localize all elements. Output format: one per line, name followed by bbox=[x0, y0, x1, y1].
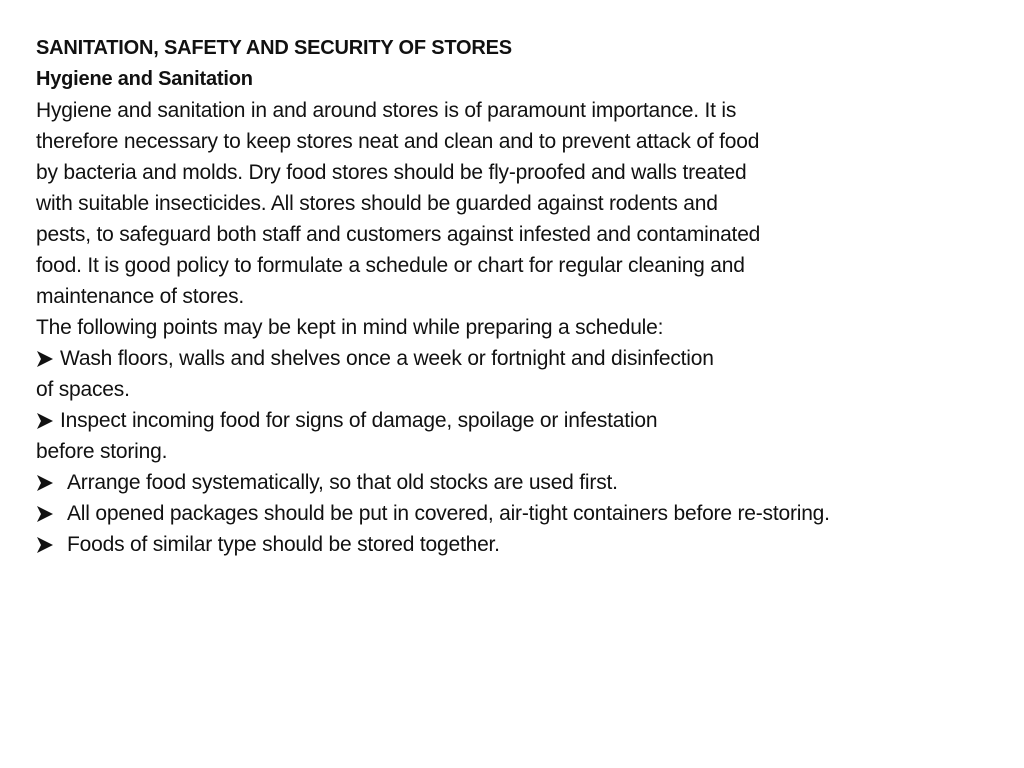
list-item bbox=[36, 498, 1016, 529]
paragraph-line: with suitable insecticides. All stores should be guarded against rodents and bbox=[36, 192, 718, 215]
paragraph-line: by bacteria and molds. Dry food stores should be fly-proofed and walls treated bbox=[36, 161, 747, 184]
list-intro: The following points may be kept in mind while preparing a schedule: bbox=[36, 316, 664, 339]
arrow-bullet-icon bbox=[36, 350, 54, 368]
list-item-text: All opened packages should be put in covered, air-tight containers before re-storing. bbox=[67, 502, 830, 525]
list-item bbox=[36, 467, 1016, 498]
arrow-bullet-icon bbox=[36, 474, 54, 492]
list-item-continuation: before storing. bbox=[36, 440, 168, 463]
paragraph-line: Hygiene and sanitation in and around stores is of paramount importance. It is bbox=[36, 99, 737, 122]
arrow-bullet-icon bbox=[36, 505, 54, 523]
arrow-bullet-icon bbox=[36, 536, 54, 554]
page-title: SANITATION, SAFETY AND SECURITY OF STORES bbox=[36, 37, 512, 59]
list-item bbox=[36, 405, 1016, 467]
list-item-text: Arrange food systematically, so that old stocks are used first. bbox=[67, 471, 618, 494]
list-item-text: Wash floors, walls and shelves once a week or fortnight and disinfection bbox=[60, 347, 714, 370]
section-heading: Hygiene and Sanitation bbox=[36, 68, 253, 90]
paragraph-line: maintenance of stores. bbox=[36, 285, 245, 308]
paragraph-line: food. It is good policy to formulate a schedule or chart for regular cleaning and bbox=[36, 254, 745, 277]
list-item-text: Inspect incoming food for signs of damage, spoilage or infestation bbox=[60, 409, 658, 432]
paragraph-line: pests, to safeguard both staff and customers against infested and contaminated bbox=[36, 223, 761, 246]
bullet-list bbox=[36, 343, 1016, 560]
slide-content bbox=[36, 33, 1016, 560]
list-item bbox=[36, 343, 1016, 405]
list-item-text: Foods of similar type should be stored together. bbox=[67, 533, 500, 556]
arrow-bullet-icon bbox=[36, 412, 54, 430]
list-item-continuation: of spaces. bbox=[36, 378, 130, 401]
body-paragraph bbox=[36, 95, 1016, 312]
paragraph-line: therefore necessary to keep stores neat and clean and to prevent attack of food bbox=[36, 130, 760, 153]
list-item bbox=[36, 529, 1016, 560]
